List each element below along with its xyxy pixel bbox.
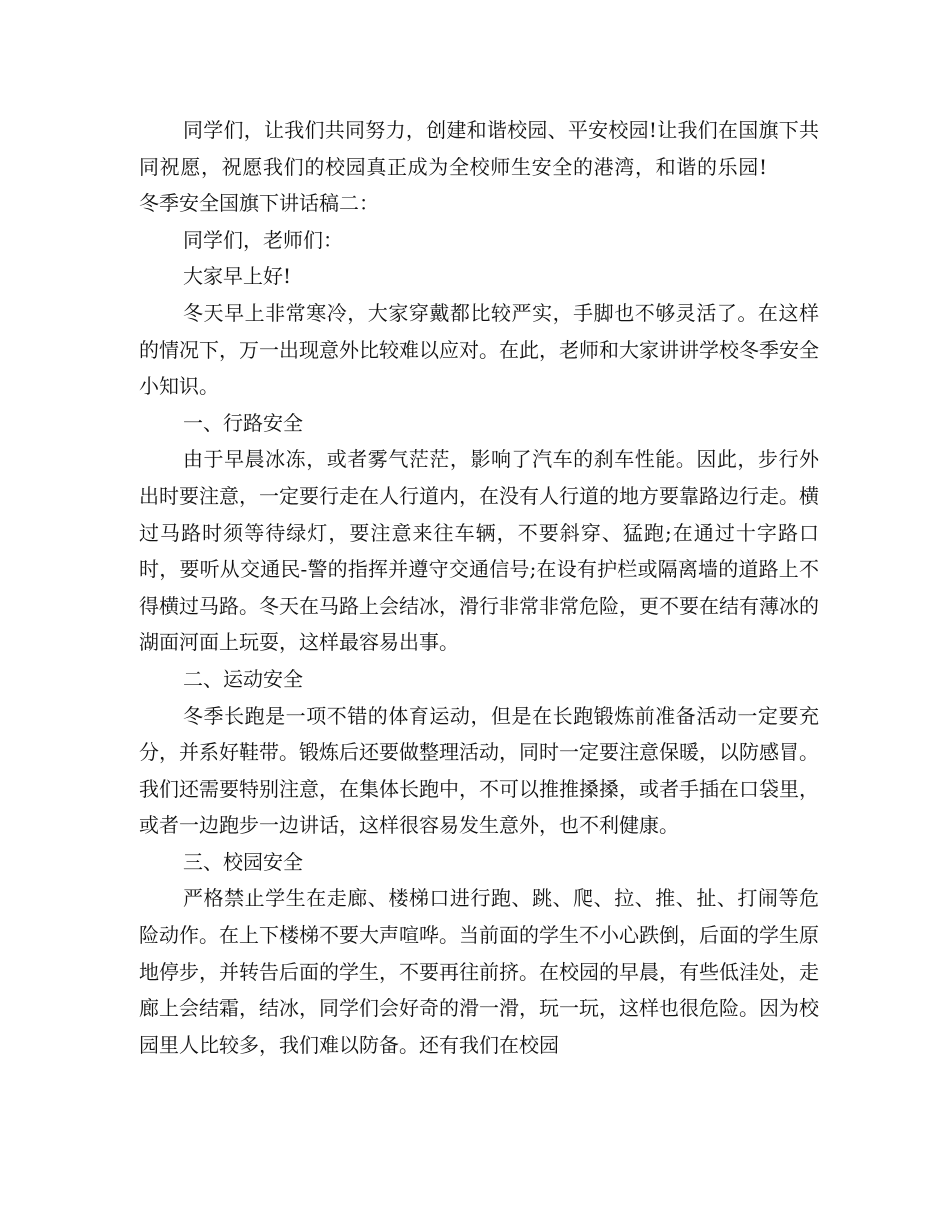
- paragraph-closing: [139, 112, 819, 222]
- paragraph-intro: 冬天早上非常寒冷，大家穿戴都比较严实，手脚也不够灵活了。在这样的情况下，万一出现意外比较难以应对。在此，老师和大家讲讲学校冬季安全小知识。: [139, 300, 819, 399]
- paragraph-sport-safety: 冬季长跑是一项不错的体育运动，但是在长跑锻炼前准备活动一定要充分，并系好鞋带。锻炼后还要做整理活动，同时一定要注意保暖，以防感冒。我们还需要特别注意，在集体长跑中，不可以推推搡搡，或者手插在口袋里，或者一边跑步一边讲话，这样很容易发生意外，也不利健康。: [139, 703, 819, 838]
- paragraph-road-safety: 由于早晨冰冻，或者雾气茫茫，影响了汽车的刹车性能。因此，步行外出时要注意，一定要行走在人行道内，在没有人行道的地方要靠路边行走。横过马路时须等待绿灯，要注意来往车辆，不要斜穿、猛跑;在通过十字路口时，要听从交通民-警的指挥并遵守交通信号;在设有护栏或隔离墙的道路上不得横过马路。冬天在马路上会结冰，滑行非常非常危险，更不要在结有薄冰的湖面河面上玩耍，这样最容易出事。: [139, 447, 819, 655]
- paragraph-greeting: 同学们，老师们：: [183, 227, 343, 252]
- document-page: [139, 112, 819, 1063]
- heading-campus-safety: 三、校园安全: [183, 849, 303, 874]
- paragraph-closing-text: 同学们，让我们共同努力，创建和谐校园、平安校园!让我们在国旗下共同祝愿，祝愿我们的校园真正成为全校师生安全的港湾，和谐的乐园!: [139, 118, 819, 179]
- paragraph-campus-safety: 严格禁止学生在走廊、楼梯口进行跑、跳、爬、拉、推、扯、打闹等危险动作。在上下楼梯不要大声喧哗。当前面的学生不小心跌倒，后面的学生原地停步，并转告后面的学生，不要再往前挤。在校园的早晨，有些低洼处，走廊上会结霜，结冰，同学们会好奇的滑一滑，玩一玩，这样也很危险。因为校园里人比较多，我们难以防备。还有我们在校园: [139, 886, 819, 1057]
- heading-road-safety: 一、行路安全: [183, 410, 303, 435]
- heading-sport-safety: 二、运动安全: [183, 666, 303, 691]
- section-title-speech-two: 冬季安全国旗下讲话稿二：: [139, 191, 379, 216]
- paragraph-morning: 大家早上好!: [183, 264, 292, 289]
